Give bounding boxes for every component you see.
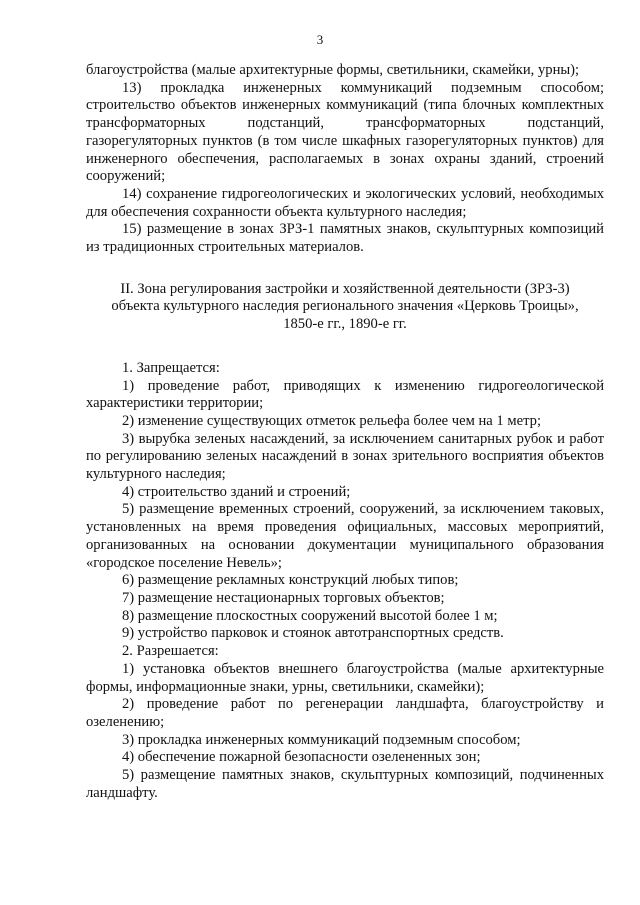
- permitted-section: [86, 643, 604, 802]
- prohibited-item: 4) строительство зданий и строений;: [122, 483, 351, 500]
- document-body: [86, 62, 604, 802]
- prohibited-item: 9) устройство парковок и стоянок автотранспортных средств.: [122, 625, 504, 642]
- permitted-item: 3) прокладка инженерных коммуникаций подземным способом;: [122, 731, 521, 748]
- section-heading-line-3: 1850-е гг., 1890-е гг.: [283, 316, 407, 333]
- prohibited-item: 7) размещение нестационарных торговых объектов;: [122, 589, 445, 606]
- paragraph-item-13: 13) прокладка инженерных коммуникаций подземным способом; строительство объектов инженерных коммуникаций (типа блочных комплектных трансформаторных подстанций, трансформаторных подстанций, газорегуляторных пунктов (в том числе шкафных газорегуляторных пунктов) для инженерного обеспечения, располагаемых в зонах охраны зданий, строений сооружений;: [86, 79, 604, 185]
- section-heading-line-2: объекта культурного наследия регионального значения «Церковь Троицы»,: [111, 298, 579, 315]
- paragraph-continuation: благоустройства (малые архитектурные формы, светильники, скамейки, урны);: [86, 62, 580, 78]
- top-paragraphs: [86, 62, 604, 257]
- prohibited-item: 2) изменение существующих отметок рельефа более чем на 1 метр;: [122, 412, 541, 429]
- permitted-item: 5) размещение памятных знаков, скульптурных композиций, подчиненных ландшафту.: [86, 767, 604, 801]
- prohibited-title: 1. Запрещается:: [122, 359, 220, 376]
- prohibited-item: 3) вырубка зеленых насаждений, за исключением санитарных рубок и работ по регулированию зеленых насаждений в зонах зрительного восприятия объектов культурного наследия;: [86, 430, 604, 483]
- paragraph-item-15: 15) размещение в зонах ЗРЗ-1 памятных знаков, скульптурных композиций из традиционных строительных материалов.: [86, 221, 604, 256]
- section-heading-line-1: II. Зона регулирования застройки и хозяйственной деятельности (ЗРЗ-3): [120, 280, 570, 297]
- permitted-item: 1) установка объектов внешнего благоустройства (малые архитектурные формы, информационные знаки, урны, светильники, скамейки);: [86, 660, 604, 695]
- prohibited-item: 8) размещение плоскостных сооружений высотой более 1 м;: [122, 607, 498, 624]
- prohibited-item: 1) проведение работ, приводящих к изменению гидрогеологической характеристики территории;: [86, 377, 604, 412]
- paragraph-item-14: 14) сохранение гидрогеологических и экологических условий, необходимых для обеспечения сохранности объекта культурного наследия;: [86, 185, 604, 220]
- permitted-item: 2) проведение работ по регенерации ландшафта, благоустройству и озеленению;: [86, 696, 604, 730]
- prohibited-item: 5) размещение временных строений, сооружений, за исключением таковых, установленных на время проведения официальных, массовых мероприятий, организованных на основании документации муниципального образования «городское поселение Невель»;: [86, 501, 604, 571]
- prohibited-section: [86, 360, 604, 643]
- page-number: 3: [316, 32, 324, 47]
- permitted-item: 4) обеспечение пожарной безопасности озелененных зон;: [122, 749, 481, 766]
- section-heading: [86, 281, 604, 334]
- prohibited-item: 6) размещение рекламных конструкций любых типов;: [122, 572, 459, 589]
- permitted-title: 2. Разрешается:: [122, 643, 219, 660]
